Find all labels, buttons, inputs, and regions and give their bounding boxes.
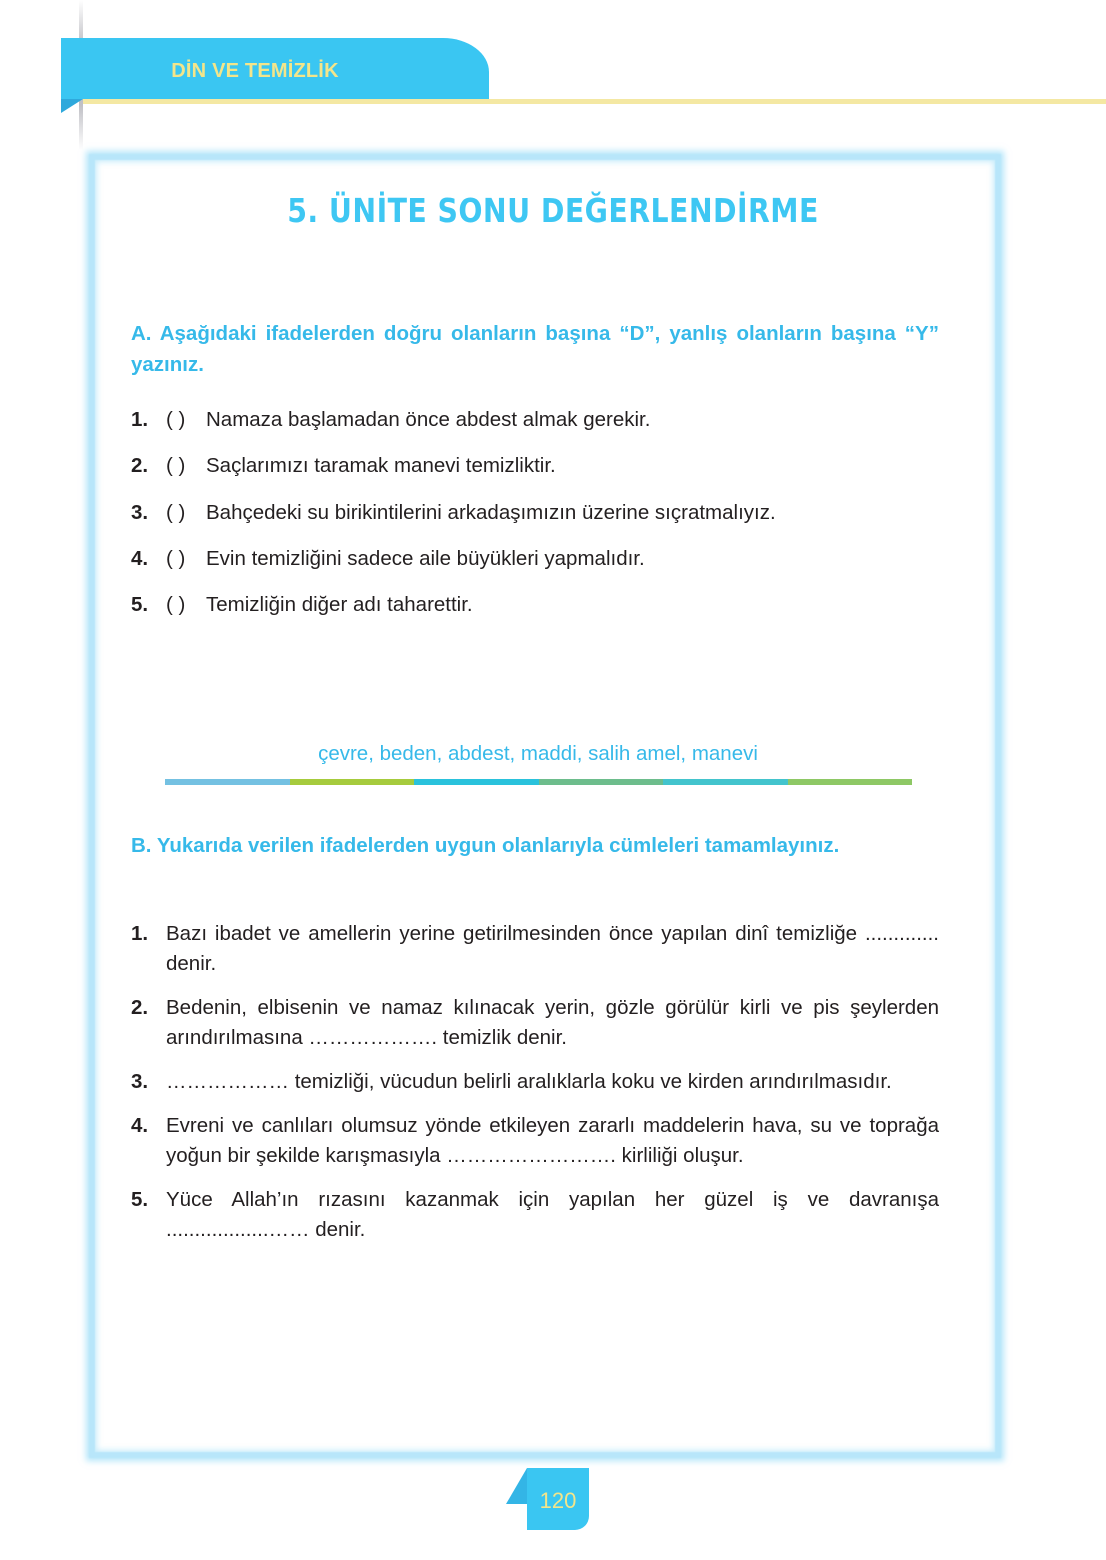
item-number: 2. <box>131 454 149 477</box>
answer-blank[interactable]: ( ) <box>166 454 186 477</box>
item-number: 2. <box>131 996 149 1019</box>
item-number: 3. <box>131 1070 149 1093</box>
item-number: 1. <box>131 922 149 945</box>
list-item <box>131 590 939 620</box>
item-number: 4. <box>131 547 149 570</box>
chapter-title: DİN VE TEMİZLİK <box>171 60 339 82</box>
page-badge-fold <box>506 1468 527 1504</box>
section-b-heading: B. Yukarıda verilen ifadelerden uygun olanlarıyla cümleleri tamamlayınız. <box>131 834 840 857</box>
answer-blank[interactable]: ( ) <box>166 408 186 431</box>
list-item <box>131 544 939 574</box>
color-bar-segment <box>165 779 290 785</box>
header-rule <box>83 99 1106 104</box>
list-item <box>131 1185 939 1245</box>
item-text: Yüce Allah’ın rızasını kazanmak için yapılan her güzel iş ve davranışa ..................…… denir. <box>166 1188 939 1241</box>
color-bar-segment <box>290 779 415 785</box>
color-bar-segment <box>414 779 539 785</box>
item-text: Bedenin, elbisenin ve namaz kılınacak yerin, gözle görülür kirli ve pis şeylerden arındırılmasına ………………. temizlik denir. <box>166 996 939 1049</box>
item-number: 5. <box>131 593 149 616</box>
item-text: Evin temizliğini sadece aile büyükleri yapmalıdır. <box>206 547 645 570</box>
word-bank-color-bar <box>165 779 912 785</box>
item-number: 3. <box>131 501 149 524</box>
section-a-list <box>131 405 939 620</box>
section-b-list <box>131 919 939 1245</box>
page-title: 5. ÜNİTE SONU DEĞERLENDİRME <box>287 191 819 230</box>
item-text: Evreni ve canlıları olumsuz yönde etkileyen zararlı maddelerin hava, su ve toprağa yoğun bir şekilde karışmasıyla ……………………. kirliliği oluşur. <box>166 1114 939 1167</box>
item-text: Saçlarımızı taramak manevi temizliktir. <box>206 454 556 477</box>
list-item <box>131 405 939 435</box>
list-item <box>131 1067 939 1097</box>
list-item <box>131 451 939 481</box>
list-item <box>131 498 939 528</box>
answer-blank[interactable]: ( ) <box>166 501 186 524</box>
list-item <box>131 993 939 1053</box>
answer-blank[interactable]: ( ) <box>166 593 186 616</box>
item-number: 4. <box>131 1114 149 1137</box>
list-item <box>131 919 939 979</box>
item-text: ……………… temizliği, vücudun belirli aralıklarla koku ve kirden arındırılmasıdır. <box>166 1070 892 1093</box>
section-a-heading: A. Aşağıdaki ifadelerden doğru olanların başına “D”, yanlış olanların başına “Y” yazınız. <box>131 322 939 376</box>
answer-blank[interactable]: ( ) <box>166 547 186 570</box>
item-text: Bazı ibadet ve amellerin yerine getirilmesinden önce yapılan dinî temizliğe ............. denir. <box>166 922 939 975</box>
item-text: Bahçedeki su birikintilerini arkadaşımızın üzerine sıçratmalıyız. <box>206 501 776 524</box>
color-bar-segment <box>788 779 913 785</box>
chapter-header-tab <box>61 38 489 99</box>
item-text: Namaza başlamadan önce abdest almak gerekir. <box>206 408 651 431</box>
color-bar-segment <box>539 779 664 785</box>
item-number: 1. <box>131 408 149 431</box>
page-number: 120 <box>539 1488 577 1513</box>
color-bar-segment <box>663 779 788 785</box>
word-bank: çevre, beden, abdest, maddi, salih amel, manevi <box>318 742 758 765</box>
header-tab-fold <box>61 99 83 113</box>
item-number: 5. <box>131 1188 149 1211</box>
item-text: Temizliğin diğer adı taharettir. <box>206 593 473 616</box>
list-item <box>131 1111 939 1171</box>
